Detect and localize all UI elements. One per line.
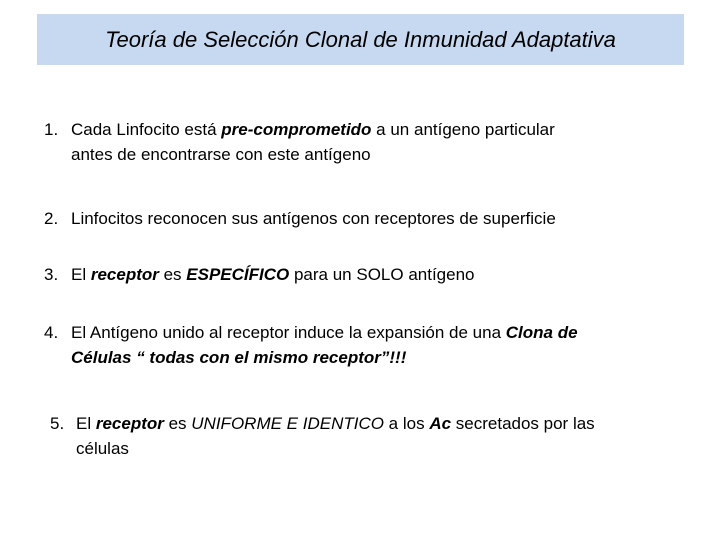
item-emphasis: receptor <box>90 265 159 284</box>
item-line <box>71 117 555 142</box>
item-emphasis: receptor <box>95 414 164 433</box>
item-emphasis: ESPECÍFICO <box>186 265 290 284</box>
item-text: es <box>158 265 187 284</box>
item-text: Cada Linfocito está <box>71 120 222 139</box>
item-line <box>71 262 475 287</box>
list-item-3 <box>44 262 475 287</box>
list-item-2 <box>44 206 556 231</box>
item-number: 4. <box>44 323 59 342</box>
item-text: es <box>163 414 192 433</box>
item-number: 1. <box>44 120 59 139</box>
item-text: El <box>76 414 96 433</box>
item-line: Células “ todas con el mismo receptor”!!! <box>71 348 407 367</box>
item-line: antes de encontrarse con este antígeno <box>71 145 371 164</box>
item-text: El <box>71 265 91 284</box>
item-text: a los <box>383 414 430 433</box>
item-text: El Antígeno unido al receptor induce la expansión de una <box>71 323 506 342</box>
list-item-4 <box>44 320 578 370</box>
item-line <box>71 320 578 345</box>
item-line: células <box>76 439 129 458</box>
item-emphasis: Ac <box>429 414 452 433</box>
slide-title: Teoría de Selección Clonal de Inmunidad Adaptativa <box>105 26 616 52</box>
item-text: para un SOLO antígeno <box>289 265 475 284</box>
item-text: a un antígeno particular <box>371 120 555 139</box>
item-text: secretados por las <box>451 414 595 433</box>
item-number: 3. <box>44 265 59 284</box>
item-emphasis: Clona de <box>505 323 578 342</box>
item-italic: UNIFORME E IDENTICO <box>191 414 384 433</box>
item-line <box>76 411 595 436</box>
list-item-5 <box>50 411 595 461</box>
list-item-1 <box>44 117 555 167</box>
title-banner <box>37 14 684 65</box>
item-number: 2. <box>44 209 59 228</box>
item-line: Linfocitos reconocen sus antígenos con receptores de superficie <box>71 209 556 228</box>
item-number: 5. <box>50 414 65 433</box>
item-emphasis: pre-comprometido <box>221 120 372 139</box>
